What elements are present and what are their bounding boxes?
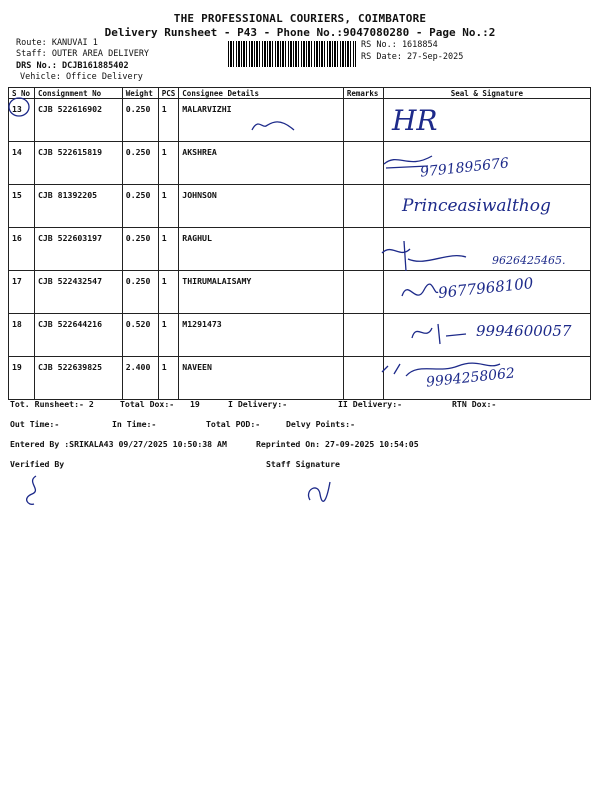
pcs-cell: 1 bbox=[158, 228, 179, 271]
staff-signature-label: Staff Signature bbox=[266, 459, 340, 469]
remarks-cell bbox=[343, 185, 383, 228]
sno-cell: 18 bbox=[9, 314, 35, 357]
col-consignee: Consignee Details bbox=[179, 88, 344, 99]
sno-cell: 15 bbox=[9, 185, 35, 228]
table-row bbox=[9, 99, 591, 142]
verified-by-label: Verified By bbox=[10, 459, 65, 469]
verified-signature-icon bbox=[22, 474, 46, 508]
sno-cell: 17 bbox=[9, 271, 35, 314]
consignment-cell: CJB 522644216 bbox=[34, 314, 122, 357]
consignee-cell: RAGHUL bbox=[179, 228, 344, 271]
col-pcs: PCS bbox=[158, 88, 179, 99]
handwritten-phone: 9994600057 bbox=[476, 322, 572, 340]
pcs-cell: 1 bbox=[158, 357, 179, 400]
signature-scribble-icon bbox=[406, 318, 470, 346]
remarks-cell bbox=[343, 314, 383, 357]
delvy-points-label: Delvy Points:- bbox=[286, 419, 356, 429]
weight-cell: 0.250 bbox=[122, 185, 158, 228]
rs-number: RS No.: 1618854 bbox=[361, 40, 438, 50]
ii-delivery-label: II Delivery:- bbox=[338, 399, 403, 409]
pcs-cell: 1 bbox=[158, 185, 179, 228]
consignee-cell: JOHNSON bbox=[179, 185, 344, 228]
col-sno: S No bbox=[9, 88, 35, 99]
pcs-cell: 1 bbox=[158, 99, 179, 142]
signature-scribble-icon bbox=[398, 276, 442, 306]
weight-cell: 2.400 bbox=[122, 357, 158, 400]
reprinted-on: Reprinted On: 27-09-2025 10:54:05 bbox=[256, 439, 419, 449]
tot-runsheet: Tot. Runsheet:- 2 bbox=[10, 399, 94, 409]
runsheet-subtitle: Delivery Runsheet - P43 - Phone No.:9047080280 - Page No.:2 bbox=[104, 26, 496, 39]
total-dox-value: 19 bbox=[190, 399, 200, 409]
company-title: THE PROFESSIONAL COURIERS, COIMBATORE bbox=[173, 12, 427, 25]
weight-cell: 0.250 bbox=[122, 228, 158, 271]
signature-scribble-icon bbox=[378, 237, 470, 273]
consignment-cell: CJB 81392205 bbox=[34, 185, 122, 228]
drs-number: DRS No.: DCJB161885402 bbox=[16, 61, 129, 71]
circle-mark-icon bbox=[7, 96, 31, 118]
consignment-cell: CJB 522432547 bbox=[34, 271, 122, 314]
consignment-cell: CJB 522603197 bbox=[34, 228, 122, 271]
rtn-dox-label: RTN Dox:- bbox=[452, 399, 497, 409]
total-dox-label: Total Dox:- bbox=[120, 399, 175, 409]
weight-cell: 0.520 bbox=[122, 314, 158, 357]
col-remarks: Remarks bbox=[343, 88, 383, 99]
consignment-cell: CJB 522616902 bbox=[34, 99, 122, 142]
total-pod-label: Total POD:- bbox=[206, 419, 261, 429]
consignment-cell: CJB 522639825 bbox=[34, 357, 122, 400]
sno-cell: 13 bbox=[9, 99, 35, 142]
route-label: Route: KANUVAI 1 bbox=[16, 38, 98, 48]
consignee-cell: THIRUMALAISAMY bbox=[179, 271, 344, 314]
col-seal-signature: Seal & Signature bbox=[383, 88, 590, 99]
handwritten-initials: HR bbox=[392, 104, 438, 137]
entered-by: Entered By :SRIKALA43 09/27/2025 10:50:38 AM bbox=[10, 439, 227, 449]
i-delivery-label: I Delivery:- bbox=[228, 399, 288, 409]
handwritten-phone: 9677968100 bbox=[437, 274, 535, 302]
col-consignment: Consignment No bbox=[34, 88, 122, 99]
weight-cell: 0.250 bbox=[122, 99, 158, 142]
pcs-cell: 1 bbox=[158, 271, 179, 314]
sno-cell: 16 bbox=[9, 228, 35, 271]
remarks-cell bbox=[343, 271, 383, 314]
col-weight: Weight bbox=[122, 88, 158, 99]
consignee-cell: M1291473 bbox=[179, 314, 344, 357]
consignee-cell: MALARVIZHI bbox=[179, 99, 344, 142]
pcs-cell: 1 bbox=[158, 142, 179, 185]
table-header-row bbox=[9, 88, 591, 99]
pcs-cell: 1 bbox=[158, 314, 179, 357]
remarks-cell bbox=[343, 99, 383, 142]
scribble-icon bbox=[248, 108, 298, 136]
staff-label: Staff: OUTER AREA DELIVERY bbox=[16, 49, 150, 59]
barcode-image bbox=[228, 41, 356, 67]
consignee-cell: NAVEEN bbox=[179, 357, 344, 400]
consignment-cell: CJB 522615819 bbox=[34, 142, 122, 185]
out-time-label: Out Time:- bbox=[10, 419, 60, 429]
runsheet-table bbox=[8, 87, 591, 400]
vehicle-label: Vehicle: Office Delivery bbox=[20, 72, 143, 82]
handwritten-phone: 9791895676 bbox=[419, 155, 510, 181]
sno-cell: 14 bbox=[9, 142, 35, 185]
weight-cell: 0.250 bbox=[122, 271, 158, 314]
weight-cell: 0.250 bbox=[122, 142, 158, 185]
handwritten-phone: 9626425465. bbox=[492, 254, 566, 267]
staff-signature-icon bbox=[302, 476, 336, 508]
consignee-cell: AKSHREA bbox=[179, 142, 344, 185]
handwritten-phone: 9994258062 bbox=[425, 365, 516, 391]
rs-date: RS Date: 27-Sep-2025 bbox=[361, 52, 464, 62]
in-time-label: In Time:- bbox=[112, 419, 157, 429]
sno-cell: 19 bbox=[9, 357, 35, 400]
handwritten-name: Princeasiwalthog bbox=[402, 196, 551, 216]
